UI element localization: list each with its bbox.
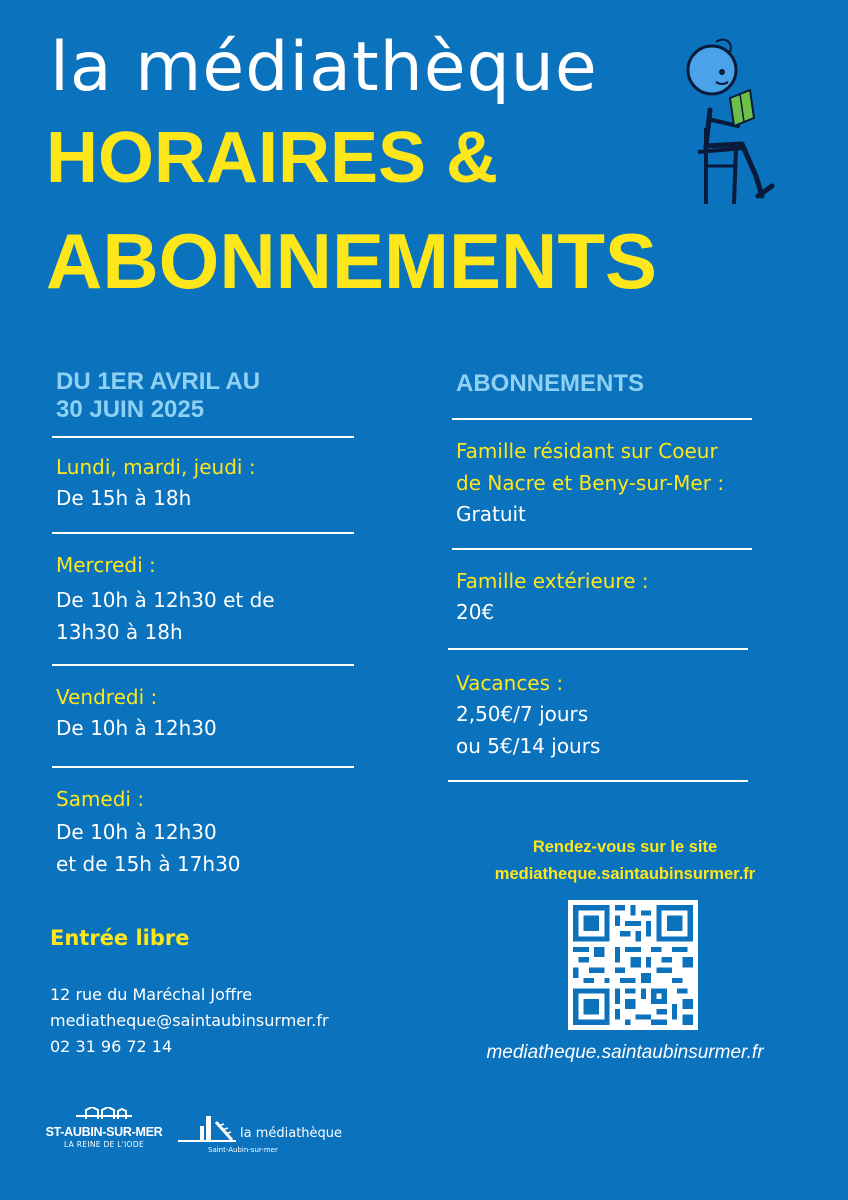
- divider: [52, 436, 354, 438]
- period-heading: [56, 368, 356, 424]
- town-logo-emblem-icon: [74, 1107, 134, 1121]
- day-label: Samedi :: [56, 787, 145, 811]
- town-logo: [44, 1106, 164, 1149]
- website-link[interactable]: mediatheque.saintaubinsurmer.fr: [494, 865, 756, 883]
- hours-value: De 15h à 18h: [56, 486, 192, 510]
- divider: [448, 648, 748, 650]
- town-tagline: LA REINE DE L'IODE: [64, 1140, 144, 1149]
- library-logo: [176, 1114, 346, 1164]
- period-line-1: DU 1ER AVRIL AU: [56, 368, 261, 395]
- free-entry: Entrée libre: [50, 926, 190, 950]
- subscription-label: Famille extérieure :: [456, 569, 649, 593]
- title-abonnements: ABONNEMENTS: [46, 217, 658, 305]
- subscription-price: 20€: [456, 600, 495, 624]
- website-prompt-text: Rendez-vous sur le site: [532, 838, 718, 856]
- subscription-label: Famille résidant sur Coeur: [456, 439, 718, 463]
- divider: [52, 532, 354, 534]
- address: 12 rue du Maréchal Joffre: [50, 985, 253, 1004]
- hours-value: De 10h à 12h30: [56, 716, 217, 740]
- hours-block-friday: [56, 682, 217, 744]
- hours-value: et de 15h à 17h30: [56, 852, 241, 876]
- day-label: Lundi, mardi, jeudi :: [56, 455, 256, 479]
- library-name: la médiathèque: [240, 1126, 343, 1141]
- hours-value: 13h30 à 18h: [56, 620, 183, 644]
- divider: [52, 664, 354, 666]
- website-prompt: [440, 834, 810, 888]
- library-subtitle: Saint-Aubin-sur-mer: [208, 1146, 278, 1154]
- website-url[interactable]: mediatheque.saintaubinsurmer.fr: [486, 1042, 764, 1063]
- hours-block-wednesday: [56, 550, 275, 648]
- subscription-resident: [456, 436, 724, 530]
- divider: [452, 418, 752, 420]
- phone: 02 31 96 72 14: [50, 1037, 173, 1056]
- town-name: ST-AUBIN-SUR-MER: [45, 1125, 163, 1139]
- divider: [52, 766, 354, 768]
- period-line-2: 30 JUIN 2025: [56, 396, 205, 423]
- qr-code-graphic: [568, 900, 698, 1030]
- subscription-label: de Nacre et Beny-sur-Mer :: [456, 471, 725, 495]
- subscription-holidays: [456, 668, 600, 762]
- library-logo-icon: [176, 1114, 238, 1150]
- subscription-label: Vacances :: [456, 671, 564, 695]
- day-label: Vendredi :: [56, 685, 158, 709]
- subscription-price: 2,50€/7 jours: [456, 702, 589, 726]
- subscription-price: Gratuit: [456, 502, 526, 526]
- divider: [448, 780, 748, 782]
- email-link[interactable]: mediatheque@saintaubinsurmer.fr: [50, 1011, 329, 1030]
- subscriptions-heading: ABONNEMENTS: [456, 370, 645, 397]
- hours-value: De 10h à 12h30 et de: [56, 588, 275, 612]
- hours-block-mon-tue-thu: [56, 452, 256, 514]
- subscription-external: [456, 566, 649, 628]
- qr-code[interactable]: [568, 900, 698, 1030]
- subscription-price: ou 5€/14 jours: [456, 734, 601, 758]
- contact-block: [50, 982, 329, 1060]
- divider: [452, 548, 752, 550]
- reading-person-illustration: [676, 36, 786, 208]
- hours-block-saturday: [56, 784, 241, 880]
- day-label: Mercredi :: [56, 553, 156, 577]
- title-mediatheque: la médiathèque: [50, 28, 598, 107]
- hours-value: De 10h à 12h30: [56, 820, 217, 844]
- title-horaires: HORAIRES &: [46, 118, 499, 198]
